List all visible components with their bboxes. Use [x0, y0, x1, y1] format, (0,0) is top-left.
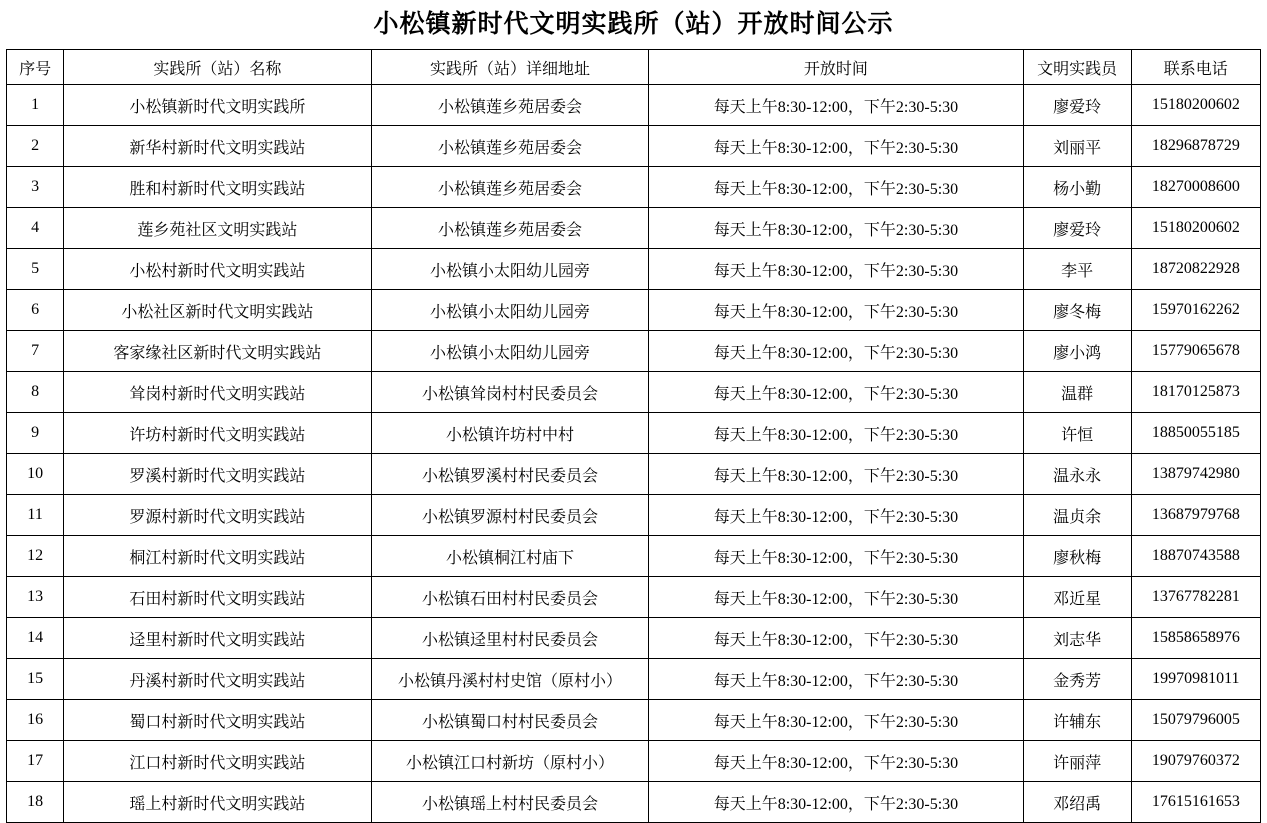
cell-hours: 每天上午8:30-12:00，下午2:30-5:30 [649, 700, 1023, 741]
table-body [7, 85, 1261, 823]
cell-address: 小松镇莲乡苑居委会 [371, 126, 649, 167]
cell-index: 2 [7, 126, 64, 167]
column-header-address: 实践所（站）详细地址 [371, 50, 649, 85]
cell-phone: 15180200602 [1131, 208, 1260, 249]
cell-index: 17 [7, 741, 64, 782]
cell-name: 桐江村新时代文明实践站 [64, 536, 371, 577]
table-row [7, 782, 1261, 823]
cell-index: 8 [7, 372, 64, 413]
cell-hours: 每天上午8:30-12:00，下午2:30-5:30 [649, 126, 1023, 167]
cell-index: 7 [7, 331, 64, 372]
cell-name: 罗源村新时代文明实践站 [64, 495, 371, 536]
table-row [7, 495, 1261, 536]
cell-index: 11 [7, 495, 64, 536]
table-row [7, 208, 1261, 249]
cell-address: 小松镇莲乡苑居委会 [371, 85, 649, 126]
table-row [7, 249, 1261, 290]
cell-hours: 每天上午8:30-12:00，下午2:30-5:30 [649, 331, 1023, 372]
cell-hours: 每天上午8:30-12:00，下午2:30-5:30 [649, 577, 1023, 618]
cell-staff: 许辅东 [1023, 700, 1131, 741]
cell-phone: 15858658976 [1131, 618, 1260, 659]
table-row [7, 454, 1261, 495]
cell-hours: 每天上午8:30-12:00，下午2:30-5:30 [649, 495, 1023, 536]
cell-index: 6 [7, 290, 64, 331]
opening-hours-table [6, 49, 1261, 823]
cell-staff: 刘丽平 [1023, 126, 1131, 167]
cell-index: 10 [7, 454, 64, 495]
cell-hours: 每天上午8:30-12:00，下午2:30-5:30 [649, 208, 1023, 249]
cell-index: 3 [7, 167, 64, 208]
cell-staff: 刘志华 [1023, 618, 1131, 659]
cell-hours: 每天上午8:30-12:00，下午2:30-5:30 [649, 659, 1023, 700]
cell-address: 小松镇迳里村村民委员会 [371, 618, 649, 659]
table-row [7, 372, 1261, 413]
cell-index: 13 [7, 577, 64, 618]
cell-phone: 18850055185 [1131, 413, 1260, 454]
cell-hours: 每天上午8:30-12:00，下午2:30-5:30 [649, 782, 1023, 823]
cell-staff: 杨小勤 [1023, 167, 1131, 208]
cell-phone: 19079760372 [1131, 741, 1260, 782]
cell-staff: 温群 [1023, 372, 1131, 413]
cell-hours: 每天上午8:30-12:00，下午2:30-5:30 [649, 536, 1023, 577]
column-header-index: 序号 [7, 50, 64, 85]
table-row [7, 126, 1261, 167]
cell-staff: 廖小鸿 [1023, 331, 1131, 372]
cell-address: 小松镇瑶上村村民委员会 [371, 782, 649, 823]
table-row [7, 618, 1261, 659]
cell-phone: 17615161653 [1131, 782, 1260, 823]
cell-index: 12 [7, 536, 64, 577]
cell-phone: 18270008600 [1131, 167, 1260, 208]
cell-address: 小松镇罗溪村村民委员会 [371, 454, 649, 495]
cell-staff: 金秀芳 [1023, 659, 1131, 700]
cell-address: 小松镇莲乡苑居委会 [371, 167, 649, 208]
cell-staff: 廖爱玲 [1023, 85, 1131, 126]
cell-index: 5 [7, 249, 64, 290]
cell-address: 小松镇小太阳幼儿园旁 [371, 290, 649, 331]
cell-name: 瑶上村新时代文明实践站 [64, 782, 371, 823]
cell-phone: 18170125873 [1131, 372, 1260, 413]
cell-name: 蜀口村新时代文明实践站 [64, 700, 371, 741]
cell-name: 小松社区新时代文明实践站 [64, 290, 371, 331]
cell-name: 新华村新时代文明实践站 [64, 126, 371, 167]
cell-staff: 廖秋梅 [1023, 536, 1131, 577]
cell-name: 丹溪村新时代文明实践站 [64, 659, 371, 700]
cell-index: 9 [7, 413, 64, 454]
cell-staff: 廖爱玲 [1023, 208, 1131, 249]
table-row [7, 577, 1261, 618]
cell-address: 小松镇罗源村村民委员会 [371, 495, 649, 536]
cell-staff: 温永永 [1023, 454, 1131, 495]
column-header-staff: 文明实践员 [1023, 50, 1131, 85]
cell-name: 迳里村新时代文明实践站 [64, 618, 371, 659]
cell-index: 16 [7, 700, 64, 741]
cell-staff: 李平 [1023, 249, 1131, 290]
cell-address: 小松镇许坊村中村 [371, 413, 649, 454]
cell-name: 小松村新时代文明实践站 [64, 249, 371, 290]
table-header-row [7, 50, 1261, 85]
cell-index: 18 [7, 782, 64, 823]
cell-hours: 每天上午8:30-12:00，下午2:30-5:30 [649, 454, 1023, 495]
table-row [7, 167, 1261, 208]
cell-name: 石田村新时代文明实践站 [64, 577, 371, 618]
cell-hours: 每天上午8:30-12:00，下午2:30-5:30 [649, 85, 1023, 126]
table-row [7, 536, 1261, 577]
cell-phone: 15970162262 [1131, 290, 1260, 331]
cell-phone: 13687979768 [1131, 495, 1260, 536]
cell-phone: 18296878729 [1131, 126, 1260, 167]
cell-name: 胜和村新时代文明实践站 [64, 167, 371, 208]
cell-address: 小松镇耸岗村村民委员会 [371, 372, 649, 413]
cell-index: 1 [7, 85, 64, 126]
cell-phone: 15079796005 [1131, 700, 1260, 741]
cell-hours: 每天上午8:30-12:00，下午2:30-5:30 [649, 372, 1023, 413]
cell-hours: 每天上午8:30-12:00，下午2:30-5:30 [649, 741, 1023, 782]
cell-name: 江口村新时代文明实践站 [64, 741, 371, 782]
cell-name: 客家缘社区新时代文明实践站 [64, 331, 371, 372]
cell-address: 小松镇江口村新坊（原村小） [371, 741, 649, 782]
cell-phone: 13879742980 [1131, 454, 1260, 495]
table-row [7, 331, 1261, 372]
cell-hours: 每天上午8:30-12:00，下午2:30-5:30 [649, 290, 1023, 331]
cell-address: 小松镇石田村村民委员会 [371, 577, 649, 618]
table-row [7, 700, 1261, 741]
cell-staff: 许丽萍 [1023, 741, 1131, 782]
cell-phone: 18870743588 [1131, 536, 1260, 577]
table-row [7, 659, 1261, 700]
cell-phone: 15779065678 [1131, 331, 1260, 372]
table-row [7, 290, 1261, 331]
cell-hours: 每天上午8:30-12:00，下午2:30-5:30 [649, 618, 1023, 659]
cell-name: 耸岗村新时代文明实践站 [64, 372, 371, 413]
cell-name: 莲乡苑社区文明实践站 [64, 208, 371, 249]
cell-address: 小松镇桐江村庙下 [371, 536, 649, 577]
table-row [7, 85, 1261, 126]
column-header-phone: 联系电话 [1131, 50, 1260, 85]
cell-name: 罗溪村新时代文明实践站 [64, 454, 371, 495]
cell-address: 小松镇小太阳幼儿园旁 [371, 249, 649, 290]
cell-name: 许坊村新时代文明实践站 [64, 413, 371, 454]
cell-staff: 温贞余 [1023, 495, 1131, 536]
cell-hours: 每天上午8:30-12:00，下午2:30-5:30 [649, 249, 1023, 290]
cell-address: 小松镇莲乡苑居委会 [371, 208, 649, 249]
cell-address: 小松镇蜀口村村民委员会 [371, 700, 649, 741]
column-header-hours: 开放时间 [649, 50, 1023, 85]
cell-staff: 许恒 [1023, 413, 1131, 454]
cell-index: 14 [7, 618, 64, 659]
cell-phone: 18720822928 [1131, 249, 1260, 290]
table-row [7, 741, 1261, 782]
cell-hours: 每天上午8:30-12:00，下午2:30-5:30 [649, 167, 1023, 208]
cell-address: 小松镇丹溪村村史馆（原村小） [371, 659, 649, 700]
cell-staff: 邓绍禹 [1023, 782, 1131, 823]
page-title: 小松镇新时代文明实践所（站）开放时间公示 [373, 10, 894, 38]
cell-staff: 廖冬梅 [1023, 290, 1131, 331]
cell-hours: 每天上午8:30-12:00，下午2:30-5:30 [649, 413, 1023, 454]
cell-staff: 邓近星 [1023, 577, 1131, 618]
table-row [7, 413, 1261, 454]
cell-index: 4 [7, 208, 64, 249]
cell-index: 15 [7, 659, 64, 700]
cell-phone: 19970981011 [1131, 659, 1260, 700]
column-header-name: 实践所（站）名称 [64, 50, 371, 85]
cell-address: 小松镇小太阳幼儿园旁 [371, 331, 649, 372]
cell-name: 小松镇新时代文明实践所 [64, 85, 371, 126]
cell-phone: 13767782281 [1131, 577, 1260, 618]
cell-phone: 15180200602 [1131, 85, 1260, 126]
